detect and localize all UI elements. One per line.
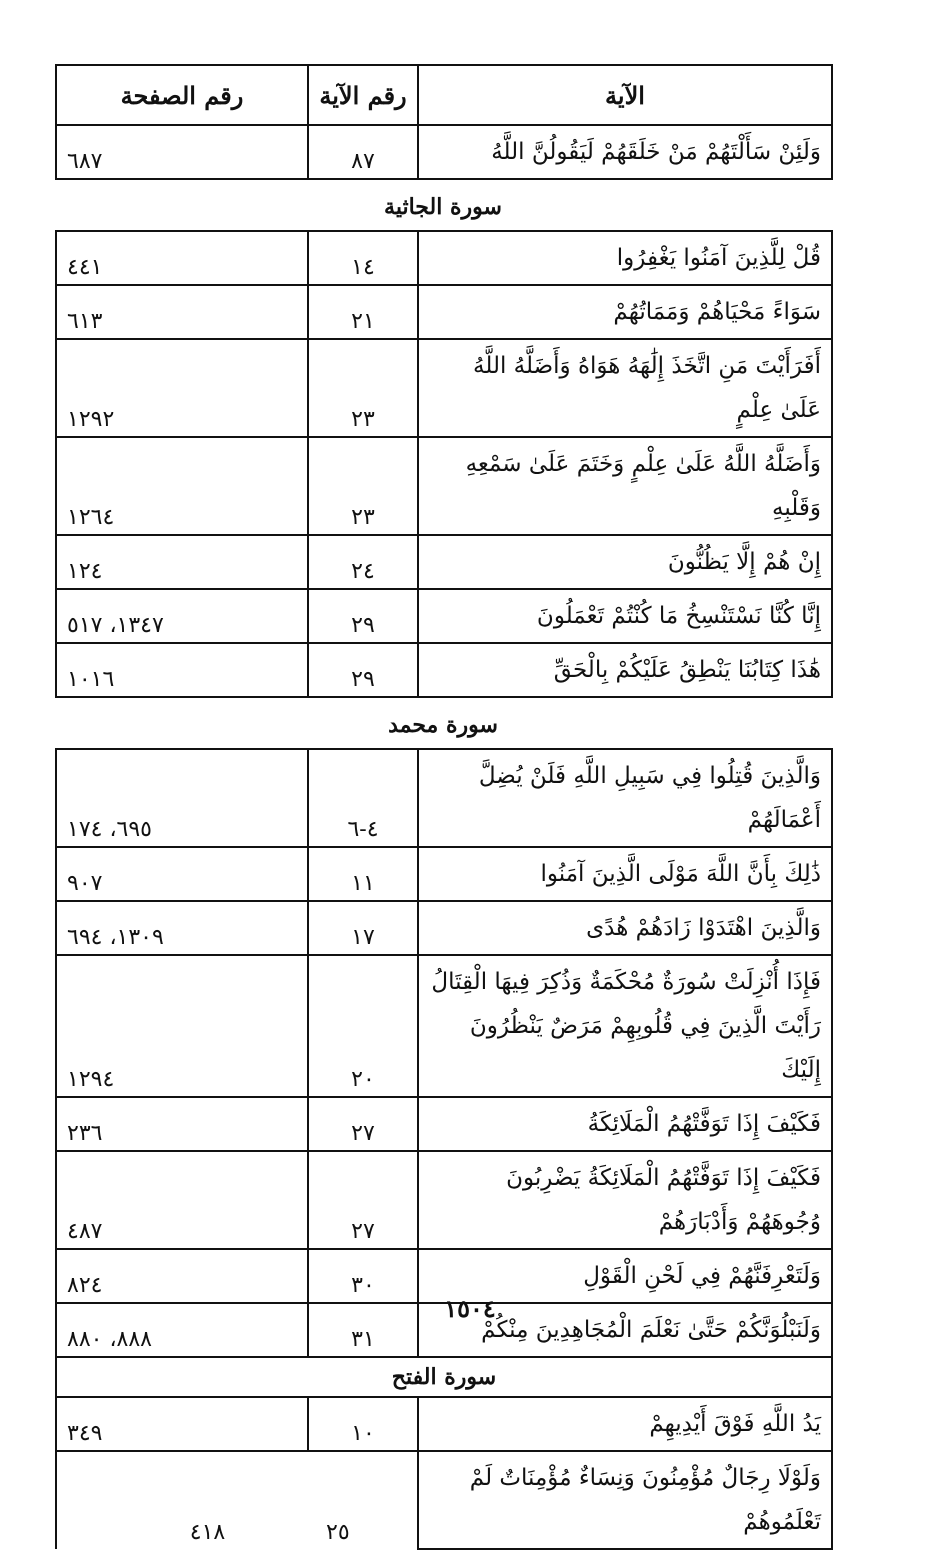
verse-text: وَلَتَعْرِفَنَّهُمْ فِي لَحْنِ الْقَوْلِ — [418, 1249, 832, 1303]
ayah-number: ٢٠ — [308, 955, 418, 1097]
verse-text: فَإِذَا أُنْزِلَتْ سُورَةٌ مُحْكَمَةٌ وَذُكِرَ فِيهَا الْقِتَالُ رَأَيْتَ الَّذِينَ فِي قُلُوبِهِمْ مَرَضٌ يَنْظُرُونَ إِلَيْكَ — [418, 955, 832, 1097]
page-reference: ٤١٨ — [56, 1451, 308, 1549]
table-row — [56, 231, 832, 285]
page-reference: ٣٤٩ — [56, 1397, 308, 1451]
ayah-number: ٤-٦ — [308, 749, 418, 847]
page-reference: ١٣٠٩، ٦٩٤ — [56, 901, 308, 955]
table-row — [56, 1151, 832, 1249]
surah-title-jathiya: سورة الجاثية — [384, 194, 502, 220]
verse-text: قُلْ لِلَّذِينَ آمَنُوا يَغْفِرُوا — [418, 231, 832, 285]
page-reference: ١٢٤ — [56, 535, 308, 589]
verse-text: وَالَّذِينَ قُتِلُوا فِي سَبِيلِ اللَّهِ فَلَنْ يُضِلَّ أَعْمَالَهُمْ — [418, 749, 832, 847]
verse-text: وَأَضَلَّهُ اللَّهُ عَلَىٰ عِلْمٍ وَخَتَمَ عَلَىٰ سَمْعِهِ وَقَلْبِهِ — [418, 437, 832, 535]
page-number: ١٥٠٤ — [444, 1294, 496, 1323]
page-reference: ٤٤١ — [56, 231, 308, 285]
verse-index-table-muhammad — [55, 748, 833, 1550]
page-reference: ٤٨٧ — [56, 1151, 308, 1249]
verse-text: وَلَئِنْ سَأَلْتَهُمْ مَنْ خَلَقَهُمْ لَيَقُولُنَّ اللَّهُ — [418, 125, 832, 179]
ayah-number: ٨٧ — [308, 125, 418, 179]
page-reference: ٢٣٦ — [56, 1097, 308, 1151]
page-reference: ١٢٩٢ — [56, 339, 308, 437]
page-reference: ١٣٤٧، ٥١٧ — [56, 589, 308, 643]
ayah-number: ٢٩ — [308, 589, 418, 643]
verse-index-table-jathiya — [55, 230, 833, 698]
header-page-number: رقم الصفحة — [56, 65, 308, 125]
ayah-number: ٢٧ — [308, 1097, 418, 1151]
index-page — [55, 64, 831, 1550]
verse-text: إِنَّا كُنَّا نَسْتَنْسِخُ مَا كُنْتُمْ تَعْمَلُونَ — [418, 589, 832, 643]
table-row — [56, 955, 832, 1097]
table-row — [56, 535, 832, 589]
ayah-number: ٢٥ — [308, 1451, 418, 1549]
verse-text: أَفَرَأَيْتَ مَنِ اتَّخَذَ إِلَٰهَهُ هَوَاهُ وَأَضَلَّهُ اللَّهُ عَلَىٰ عِلْمٍ — [418, 339, 832, 437]
verse-text: وَلَوْلَا رِجَالٌ مُؤْمِنُونَ وَنِسَاءٌ مُؤْمِنَاتٌ لَمْ تَعْلَمُوهُمْ — [418, 1451, 832, 1549]
table-row — [56, 1397, 832, 1451]
table-row — [56, 749, 832, 847]
ayah-number: ٢٤ — [308, 535, 418, 589]
page-reference: ٨٨٨، ٨٨٠ — [56, 1303, 308, 1357]
ayah-number: ٢٧ — [308, 1151, 418, 1249]
ayah-number: ١٤ — [308, 231, 418, 285]
verse-text: فَكَيْفَ إِذَا تَوَفَّتْهُمُ الْمَلَائِكَةُ يَضْرِبُونَ وُجُوهَهُمْ وَأَدْبَارَهُمْ — [418, 1151, 832, 1249]
verse-text: إِنْ هُمْ إِلَّا يَظُنُّونَ — [418, 535, 832, 589]
table-row — [56, 339, 832, 437]
verse-index-table-top — [55, 64, 833, 180]
header-ayah-number: رقم الآية — [308, 65, 418, 125]
table-row — [56, 1451, 832, 1549]
ayah-number: ٢٣ — [308, 339, 418, 437]
page-reference: ٦٨٧ — [56, 125, 308, 179]
table-row — [56, 285, 832, 339]
surah-heading-row — [56, 1357, 832, 1397]
page-reference: ٩٠٧ — [56, 847, 308, 901]
verse-text: فَكَيْفَ إِذَا تَوَفَّتْهُمُ الْمَلَائِكَةُ — [418, 1097, 832, 1151]
verse-text: وَالَّذِينَ اهْتَدَوْا زَادَهُمْ هُدًى — [418, 901, 832, 955]
ayah-number: ١٠ — [308, 1397, 418, 1451]
table-row — [56, 643, 832, 697]
table-row — [56, 901, 832, 955]
page-reference: ١٠١٦ — [56, 643, 308, 697]
verse-text: ذَٰلِكَ بِأَنَّ اللَّهَ مَوْلَى الَّذِينَ آمَنُوا — [418, 847, 832, 901]
page-reference: ٦١٣ — [56, 285, 308, 339]
table-header-row — [56, 65, 832, 125]
surah-title-muhammad: سورة محمد — [388, 712, 498, 738]
verse-text: يَدُ اللَّهِ فَوْقَ أَيْدِيهِمْ — [418, 1397, 832, 1451]
ayah-number: ٢١ — [308, 285, 418, 339]
header-verse: الآية — [418, 65, 832, 125]
table-row — [56, 847, 832, 901]
verse-text: سَوَاءً مَحْيَاهُمْ وَمَمَاتُهُمْ — [418, 285, 832, 339]
table-row — [56, 125, 832, 179]
page-reference: ٦٩٥، ١٧٤ — [56, 749, 308, 847]
page-reference: ١٢٩٤ — [56, 955, 308, 1097]
page-reference: ١٢٦٤ — [56, 437, 308, 535]
verse-text: وَلَنَبْلُوَنَّكُمْ حَتَّىٰ نَعْلَمَ الْمُجَاهِدِينَ مِنْكُمْ — [418, 1303, 832, 1357]
page-reference: ٨٢٤ — [56, 1249, 308, 1303]
ayah-number: ٣٠ — [308, 1249, 418, 1303]
table-row — [56, 589, 832, 643]
ayah-number: ١١ — [308, 847, 418, 901]
ayah-number: ٢٣ — [308, 437, 418, 535]
verse-text: هَٰذَا كِتَابُنَا يَنْطِقُ عَلَيْكُمْ بِالْحَقِّ — [418, 643, 832, 697]
table-row — [56, 437, 832, 535]
surah-title-fath: سورة الفتح — [56, 1357, 832, 1397]
ayah-number: ٣١ — [308, 1303, 418, 1357]
table-row — [56, 1097, 832, 1151]
ayah-number: ٢٩ — [308, 643, 418, 697]
ayah-number: ١٧ — [308, 901, 418, 955]
